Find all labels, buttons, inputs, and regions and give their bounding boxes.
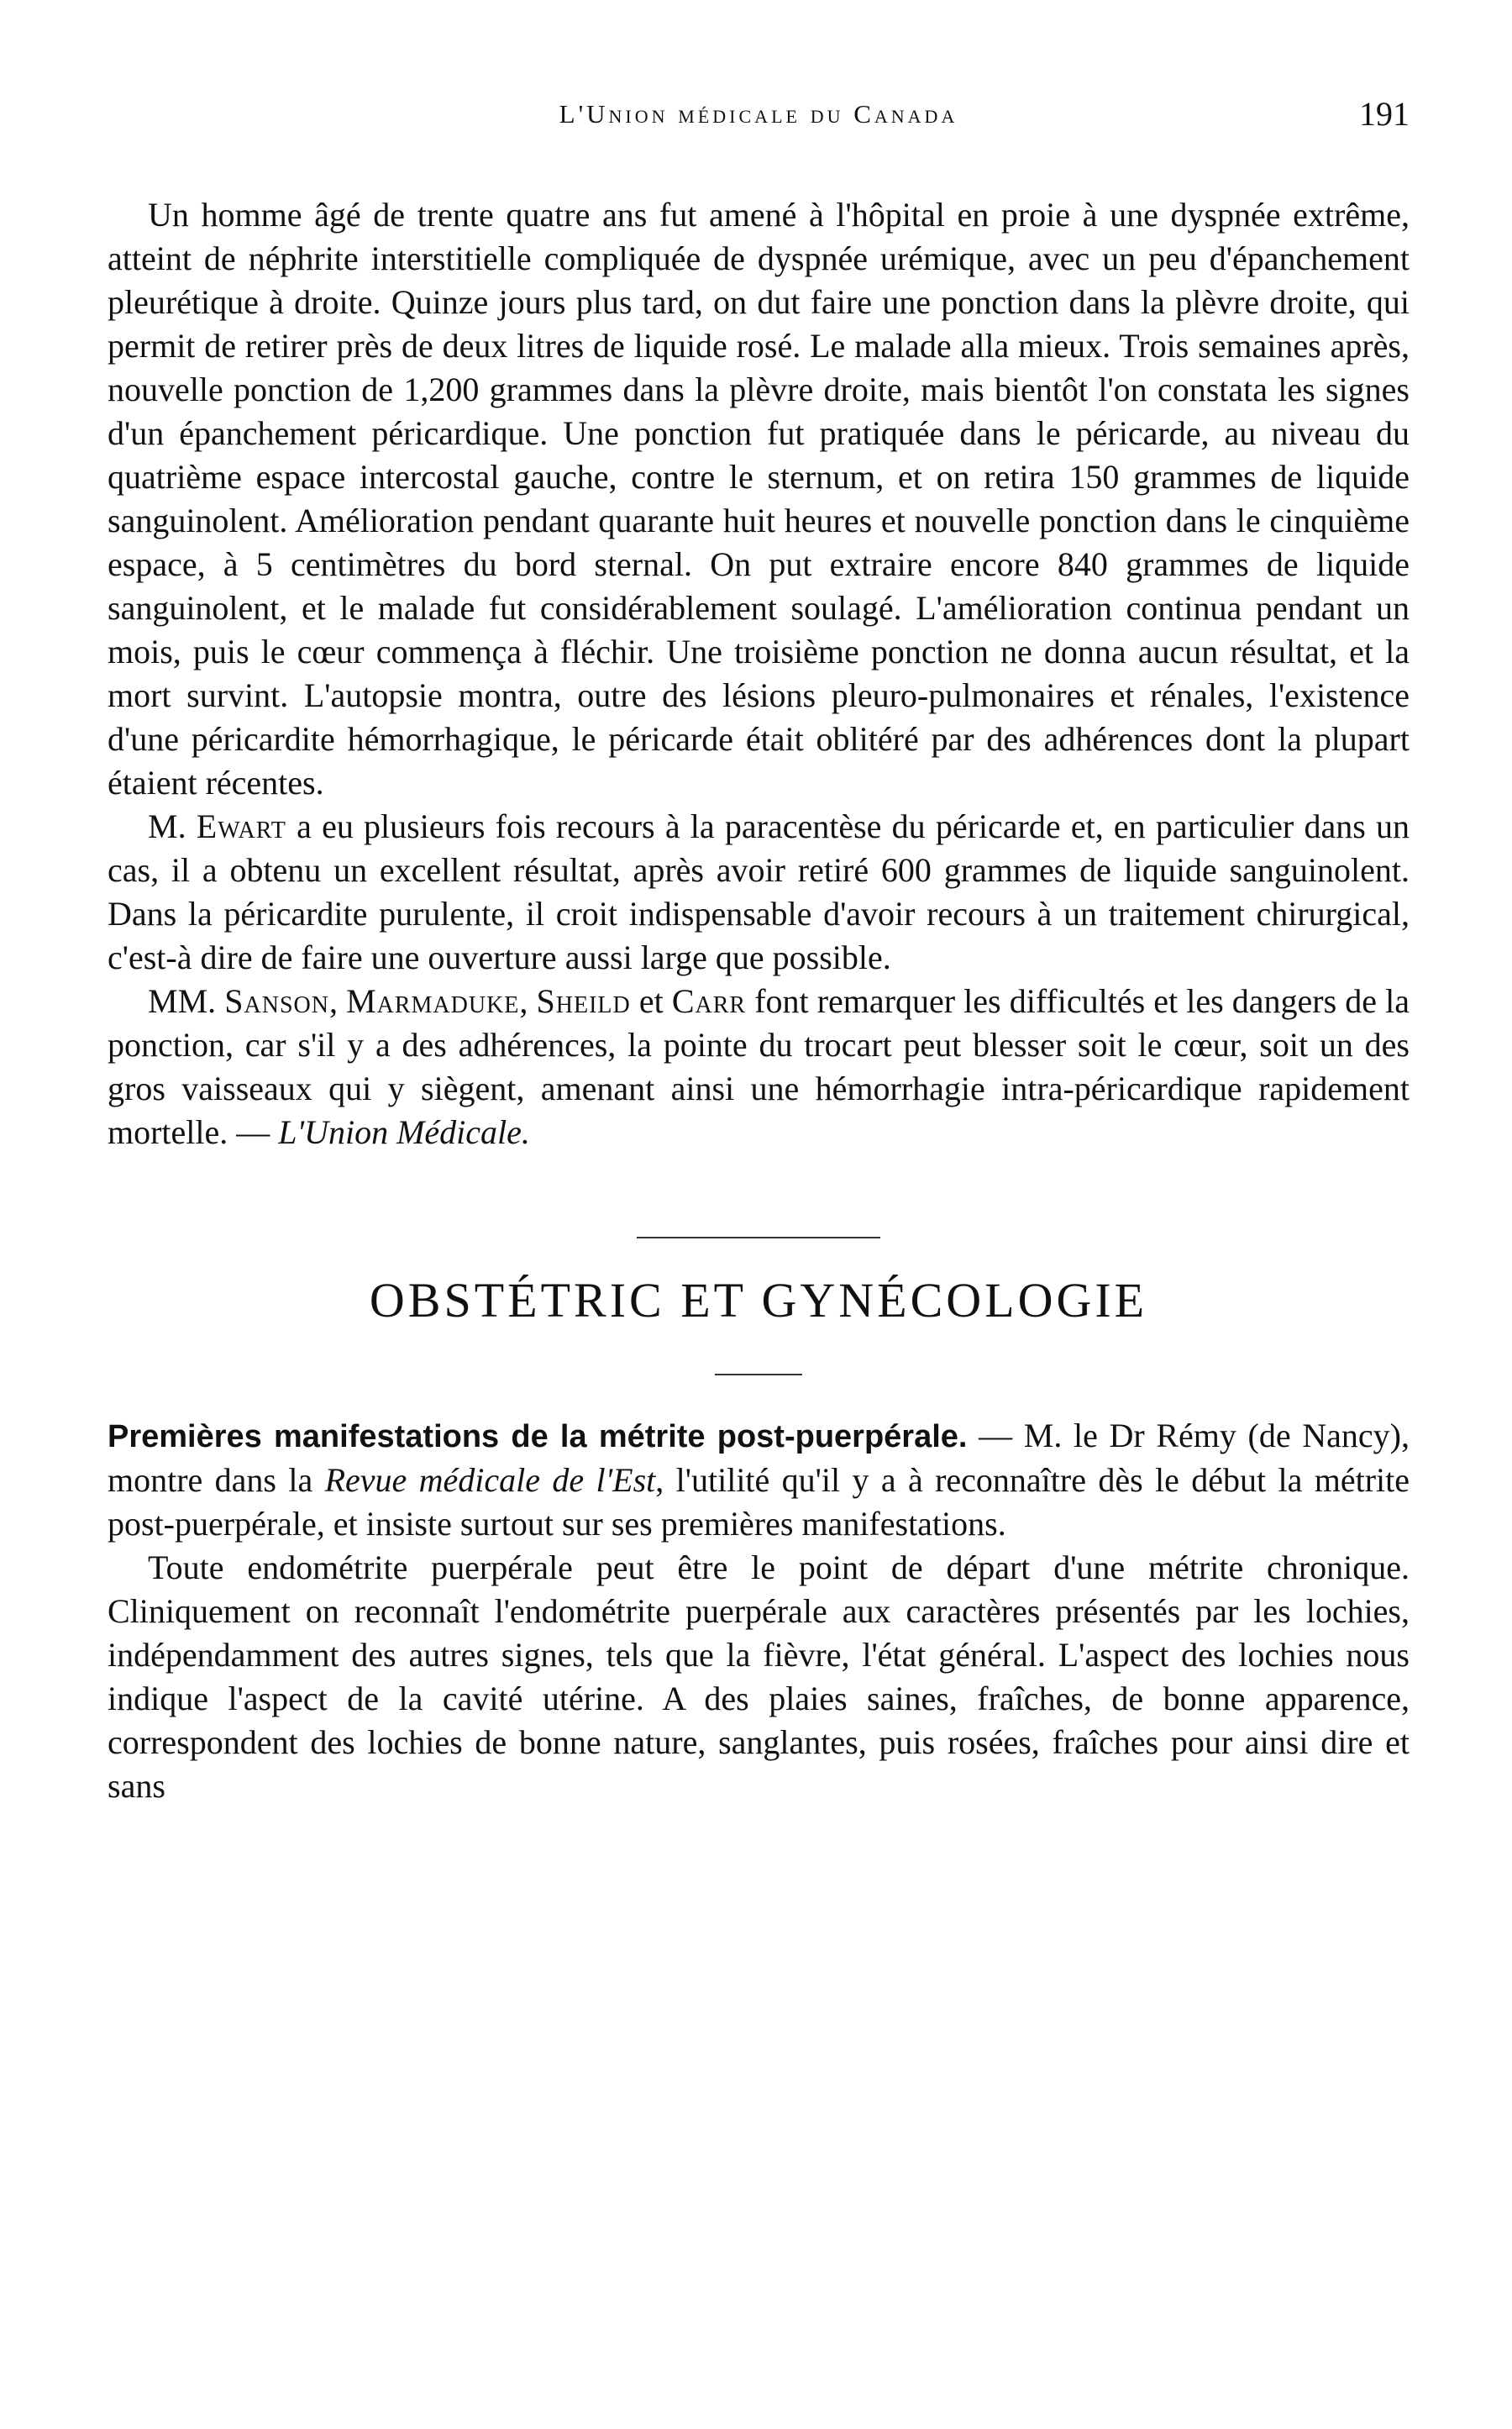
section-divider [637, 1237, 880, 1238]
paragraph-metrite-text: , l'utilité qu'il y a à reconnaître dès le début la métrite post-puerpérale, et insiste surtout sur ses premières manifestations. [108, 1461, 1410, 1543]
name-separator: , [328, 982, 347, 1020]
author-name: Sanson [224, 982, 329, 1020]
name-separator: , [519, 982, 537, 1020]
journal-name: Revue médicale de l'Est [324, 1461, 656, 1499]
name-separator: et [630, 982, 672, 1020]
document-page [108, 95, 1410, 1808]
article-title: Premières manifestations de la métrite post-puerpérale. [108, 1419, 968, 1454]
paragraph-metrite-intro [108, 1414, 1410, 1546]
page-number: 191 [1359, 95, 1410, 133]
author-name: Carr [671, 982, 747, 1020]
source-citation: L'Union Médicale. [278, 1113, 530, 1151]
paragraph-sanson-text: font remarquer les difficultés et les dangers de la ponction, car s'il y a des adhérences, la pointe du trocart peut blesser soit le cœur, soit un des gros vaisseaux qui y siègent, amenant ainsi une hémorrhagie intra-péricardique rapidement mortelle. — [108, 982, 1410, 1151]
author-name: Ewart [196, 807, 286, 845]
paragraph-sanson [108, 980, 1410, 1154]
paragraph-metrite-lead: — M. le Dr Rémy (de Nancy), montre dans la [108, 1417, 1410, 1499]
paragraph-ewart-text: a eu plusieurs fois recours à la paracentèse du péricarde et, en particulier dans un cas, il a obtenu un excellent résultat, après avoir retiré 600 grammes de liquide sanguinolent. Dans la péricardite purulente, il croit indispensable d'avoir recours à un traitement chirurgical, c'est-à dire de faire une ouverture aussi large que possible. [108, 807, 1410, 976]
paragraph-endometrite: Toute endométrite puerpérale peut être le point de départ d'une métrite chronique. Cliniquement on reconnaît l'endométrite puerpérale aux caractères présentés par les lochies, indépendamment des autres signes, tels que la fièvre, l'état général. L'aspect des lochies nous indique l'aspect de la cavité utérine. A des plaies saines, fraîches, de bonne apparence, correspondent des lochies de bonne nature, sanglantes, puis rosées, fraîches pour ainsi dire et sans [108, 1548, 1410, 1805]
paragraph-ewart-prefix: M. [148, 807, 197, 845]
section-heading: OBSTÉTRIC ET GYNÉCOLOGIE [369, 1273, 1148, 1328]
author-name: Sheild [536, 982, 631, 1020]
paragraph-ewart [108, 805, 1410, 980]
author-name: Marmaduke [346, 982, 520, 1020]
running-header [108, 95, 1410, 150]
running-title: L'Union médicale du Canada [559, 99, 958, 129]
paragraph-sanson-prefix: MM. [148, 982, 225, 1020]
paragraph-case-report: Un homme âgé de trente quatre ans fut amené à l'hôpital en proie à une dyspnée extrême, atteint de néphrite interstitielle compliquée de dyspnée urémique, avec un peu d'épanchement pleurétique à droite. Quinze jours plus tard, on dut faire une ponction dans la plèvre droite, qui permit de retirer près de deux litres de liquide rosé. Le malade alla mieux. Trois semaines après, nouvelle ponction de 1,200 grammes dans la plèvre droite, mais bientôt l'on constata les signes d'un épanchement péricardique. Une ponction fut pratiquée dans le péricarde, au niveau du quatrième espace intercostal gauche, contre le sternum, et on retira 150 grammes de liquide sanguinolent. Amélioration pendant quarante huit heures et nouvelle ponction dans le cinquième espace, à 5 centimètres du bord sternal. On put extraire encore 840 grammes de liquide sanguinolent, et le malade fut considérablement soulagé. L'amélioration continua pendant un mois, puis le cœur commença à fléchir. Une troisième ponction ne donna aucun résultat, et la mort survint. L'autopsie montra, outre des lésions pleuro-pulmonaires et rénales, l'existence d'une péricardite hémorrhagique, le péricarde était oblitéré par des adhérences dont la plupart étaient récentes. [108, 196, 1410, 802]
heading-underline [715, 1374, 802, 1375]
